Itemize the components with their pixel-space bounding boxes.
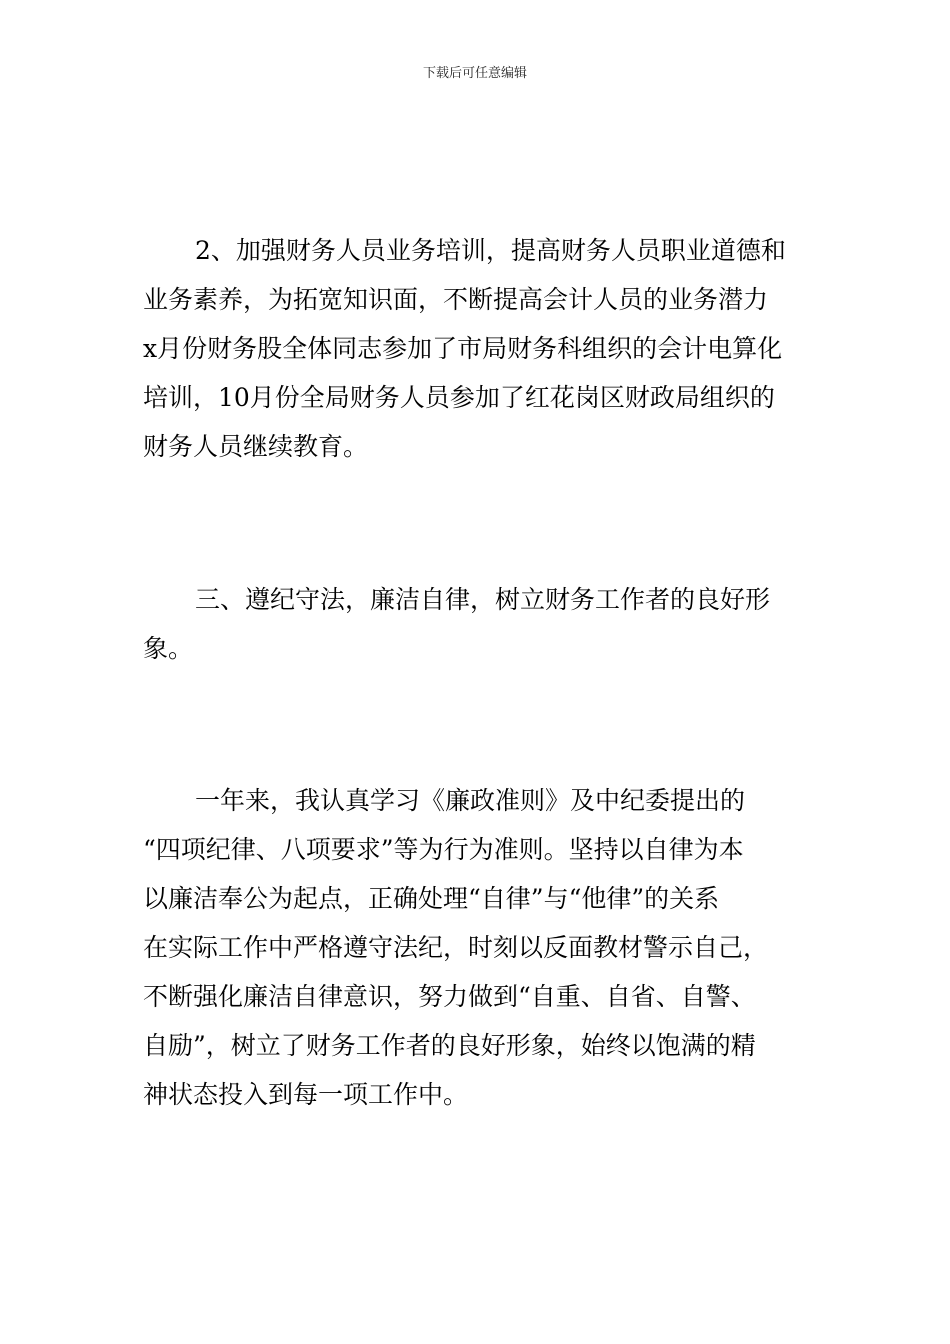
text-line: 神状态投入到每一项工作中。 — [143, 1080, 469, 1109]
paragraph-integrity — [143, 776, 809, 1119]
text-line: 以廉洁奉公为起点，正确处理“自律”与“他律”的关系 — [143, 884, 720, 913]
page-header: 下载后可任意编辑 — [422, 66, 527, 81]
text-line: x月份财务股全体同志参加了市局财务科组织的会计电算化 — [143, 334, 783, 363]
text-line: “四项纪律、八项要求”等为行为准则。坚持以自律为本 — [143, 835, 744, 864]
text-line: 业务素养，为拓宽知识面，不断提高会计人员的业务潜力 — [143, 285, 769, 314]
text-line: 三、遵纪守法，廉洁自律，树立财务工作者的良好形 — [195, 585, 771, 614]
text-line: 象。 — [143, 634, 194, 663]
text-line: 2、加强财务人员业务培训，提高财务人员职业道德和 — [195, 236, 786, 265]
text-line: 财务人员继续教育。 — [143, 432, 369, 461]
paragraph-staff-training — [143, 226, 809, 471]
section-heading-discipline — [143, 575, 809, 673]
text-line: 自励”，树立了财务工作者的良好形象，始终以饱满的精 — [143, 1031, 756, 1060]
text-line: 一年来，我认真学习《廉政准则》及中纪委提出的 — [195, 786, 746, 815]
text-line: 在实际工作中严格遵守法纪，时刻以反面教材警示自己， — [143, 933, 769, 962]
text-line: 培训，10月份全局财务人员参加了红花岗区财政局组织的 — [143, 383, 775, 412]
text-line: 不断强化廉洁自律意识，努力做到“自重、自省、自警、 — [143, 982, 756, 1011]
